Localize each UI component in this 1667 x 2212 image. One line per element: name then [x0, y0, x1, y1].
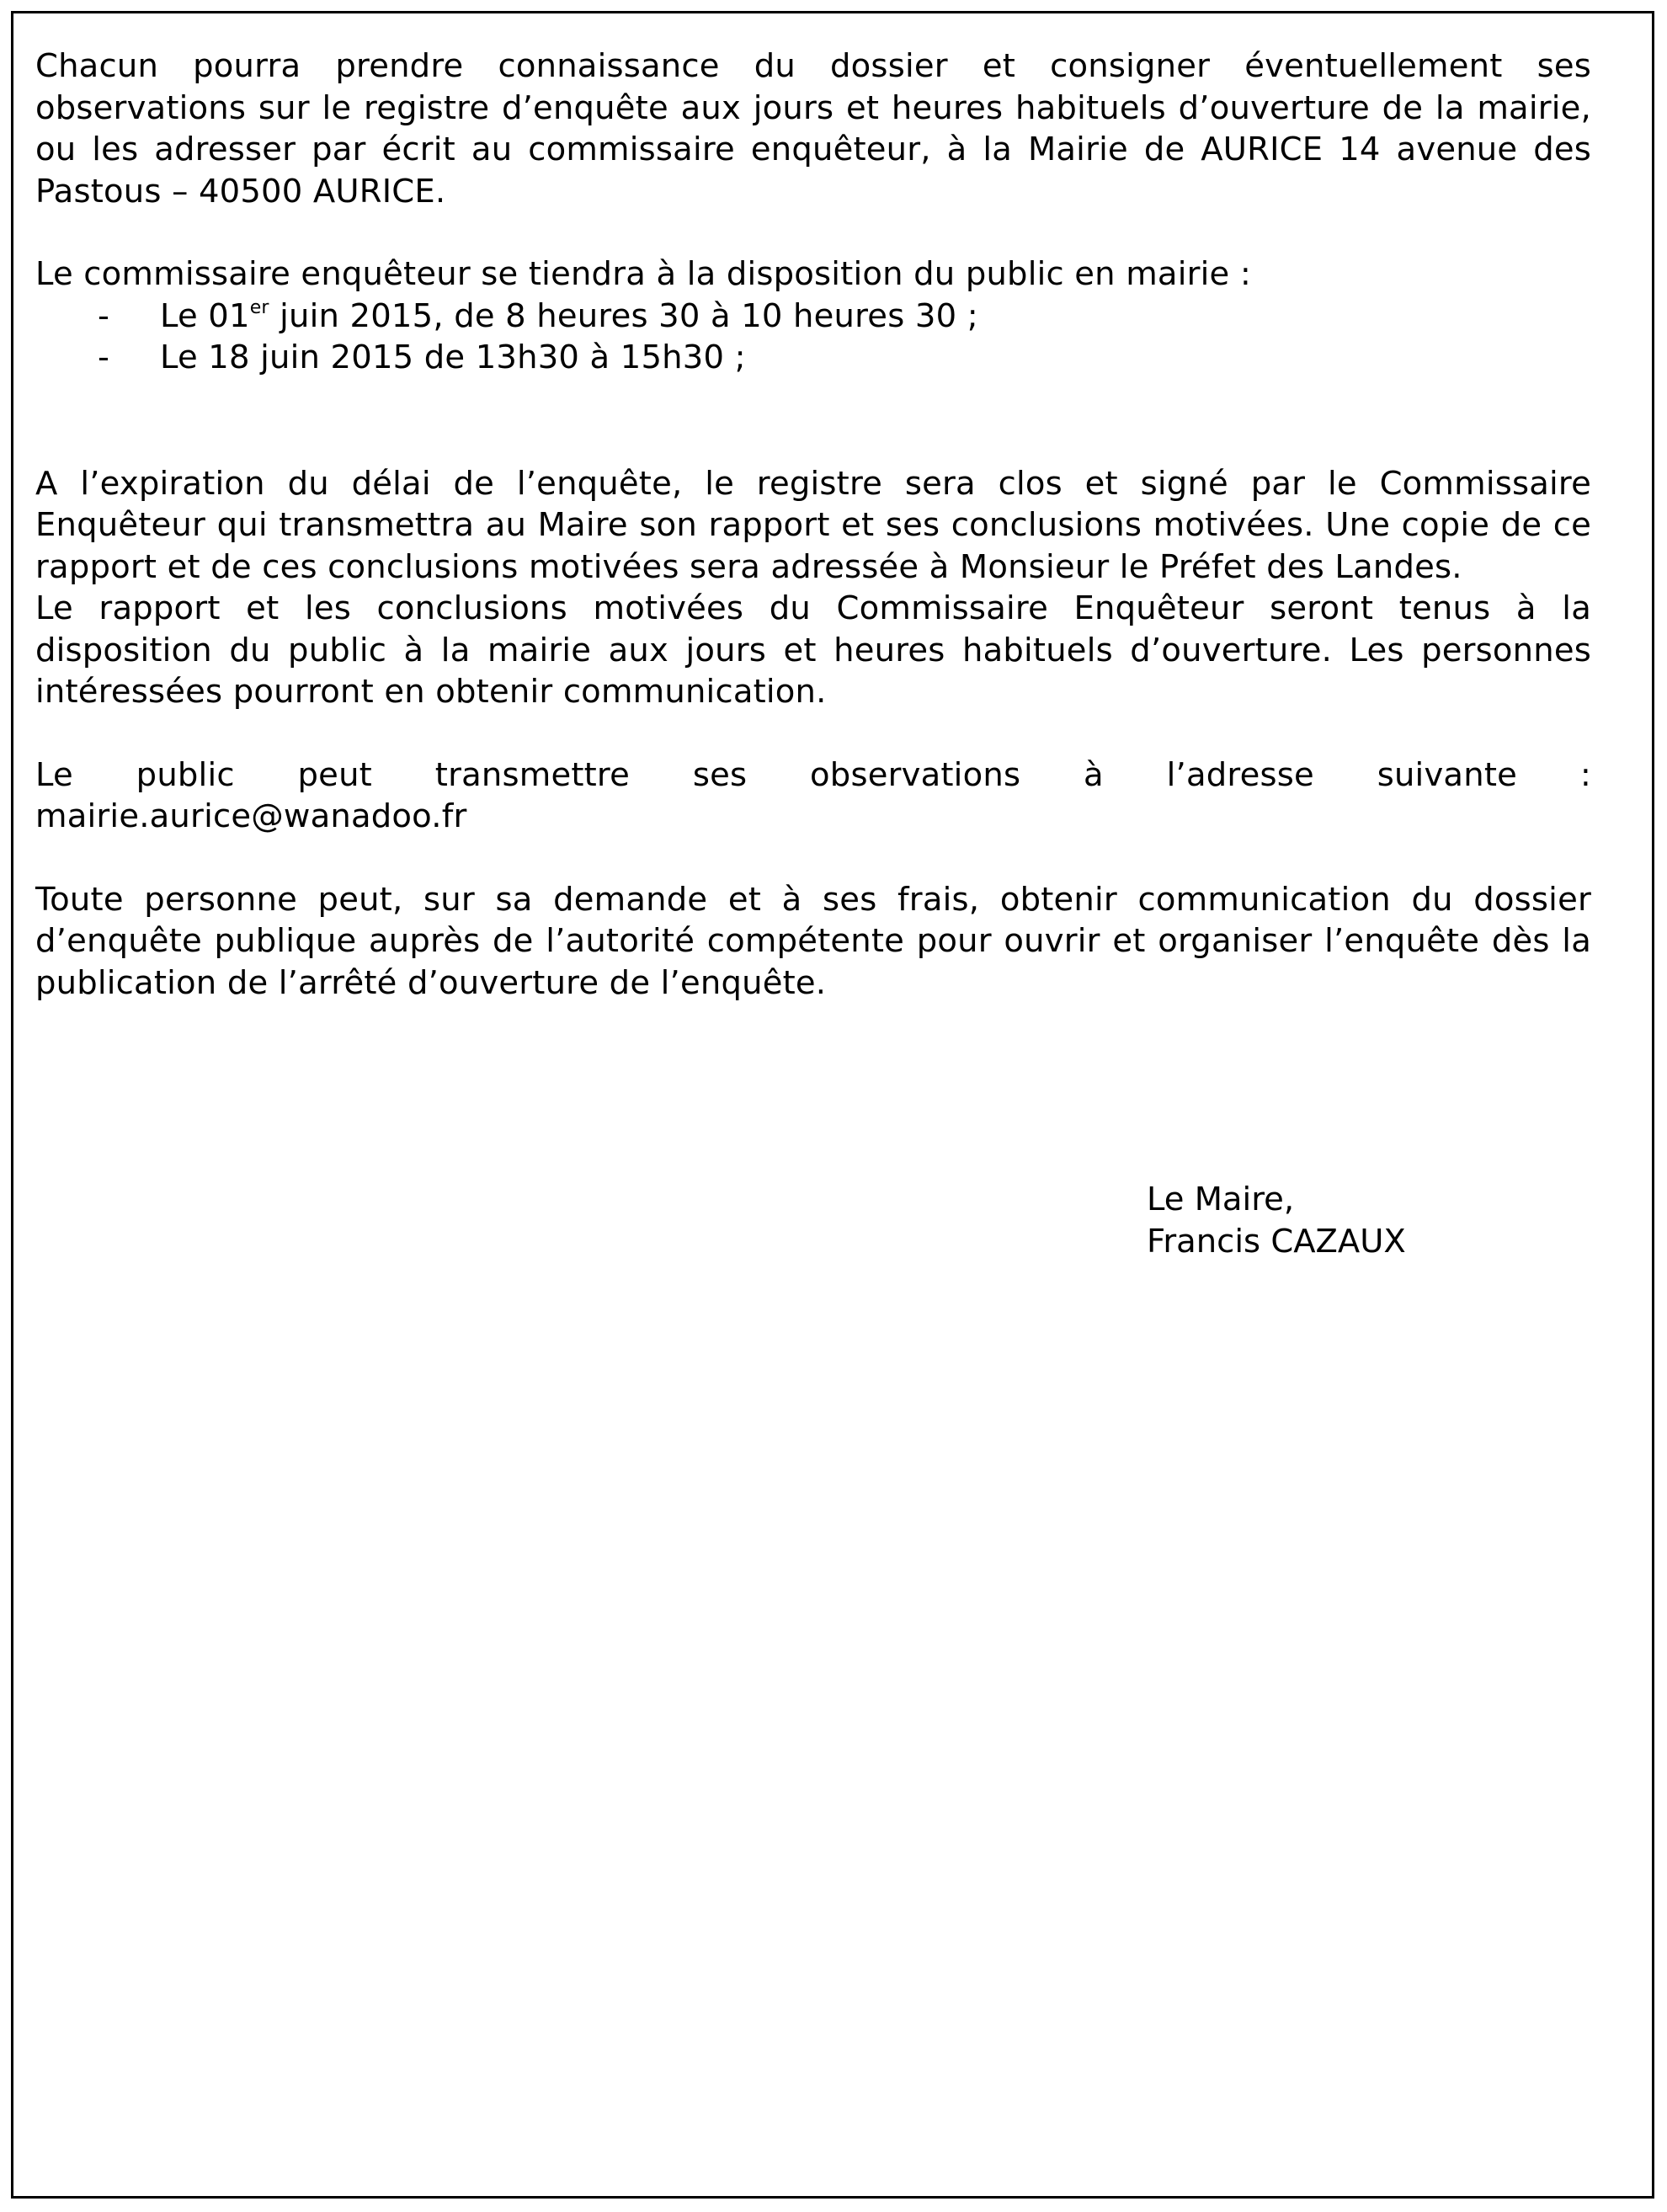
email-address: mairie.aurice@wanadoo.fr — [35, 797, 467, 835]
signature-name: Francis CAZAUX — [1147, 1223, 1406, 1261]
signature-title: Le Maire, — [1147, 1181, 1295, 1218]
document-body — [35, 45, 1591, 1004]
rapport-paragraph: Le rapport et les conclusions motivées du Commissaire Enquêteur seront tenus à la disposition du public à la mairie aux jours et heures habituels d’ouverture. Les personnes intéressées pourront en obtenir communication. — [35, 589, 1591, 711]
permanences-list — [35, 296, 1591, 379]
expiration-paragraph: A l’expiration du délai de l’enquête, le registre sera clos et signé par le Commissaire Enquêteur qui transmettra au Maire son rapport et ses conclusions motivées. Une copie de ce rapport et de ces conclusions motivées sera adressée à Monsieur le Préfet des Landes. — [35, 464, 1591, 586]
permanence-date-prefix: Le 01 — [160, 296, 250, 335]
permanence-date: Le 18 juin 2015 de 13h30 à 15h30 ; — [160, 338, 746, 376]
list-item — [35, 296, 1591, 338]
consultation-paragraph: Chacun pourra prendre connaissance du dossier et consigner éventuellement ses observations sur le registre d’enquête aux jours et heures habituels d’ouverture de la mairie, ou les adresser par écrit au commissaire enquêteur, à la Mairie de AURICE 14 avenue des Pastous – 40500 AURICE. — [35, 47, 1591, 211]
permanence-date-suffix: juin 2015, de 8 heures 30 à 10 heures 30 ; — [269, 296, 978, 335]
permanences-intro: Le commissaire enquêteur se tiendra à la disposition du public en mairie : — [35, 255, 1252, 293]
list-dash: - — [98, 296, 110, 335]
list-dash: - — [98, 338, 110, 376]
ordinal-superscript: er — [249, 296, 269, 318]
observations-line: Le public peut transmettre ses observations à l’adresse suivante : — [35, 755, 1591, 794]
communication-paragraph: Toute personne peut, sur sa demande et à ses frais, obtenir communication du dossier d’enquête publique auprès de l’autorité compétente pour ouvrir et organiser l’enquête dès la publication de l’arrêté d’ouverture de l’enquête. — [35, 880, 1591, 1002]
list-item — [35, 337, 1591, 379]
signature-block — [1147, 1179, 1406, 1263]
